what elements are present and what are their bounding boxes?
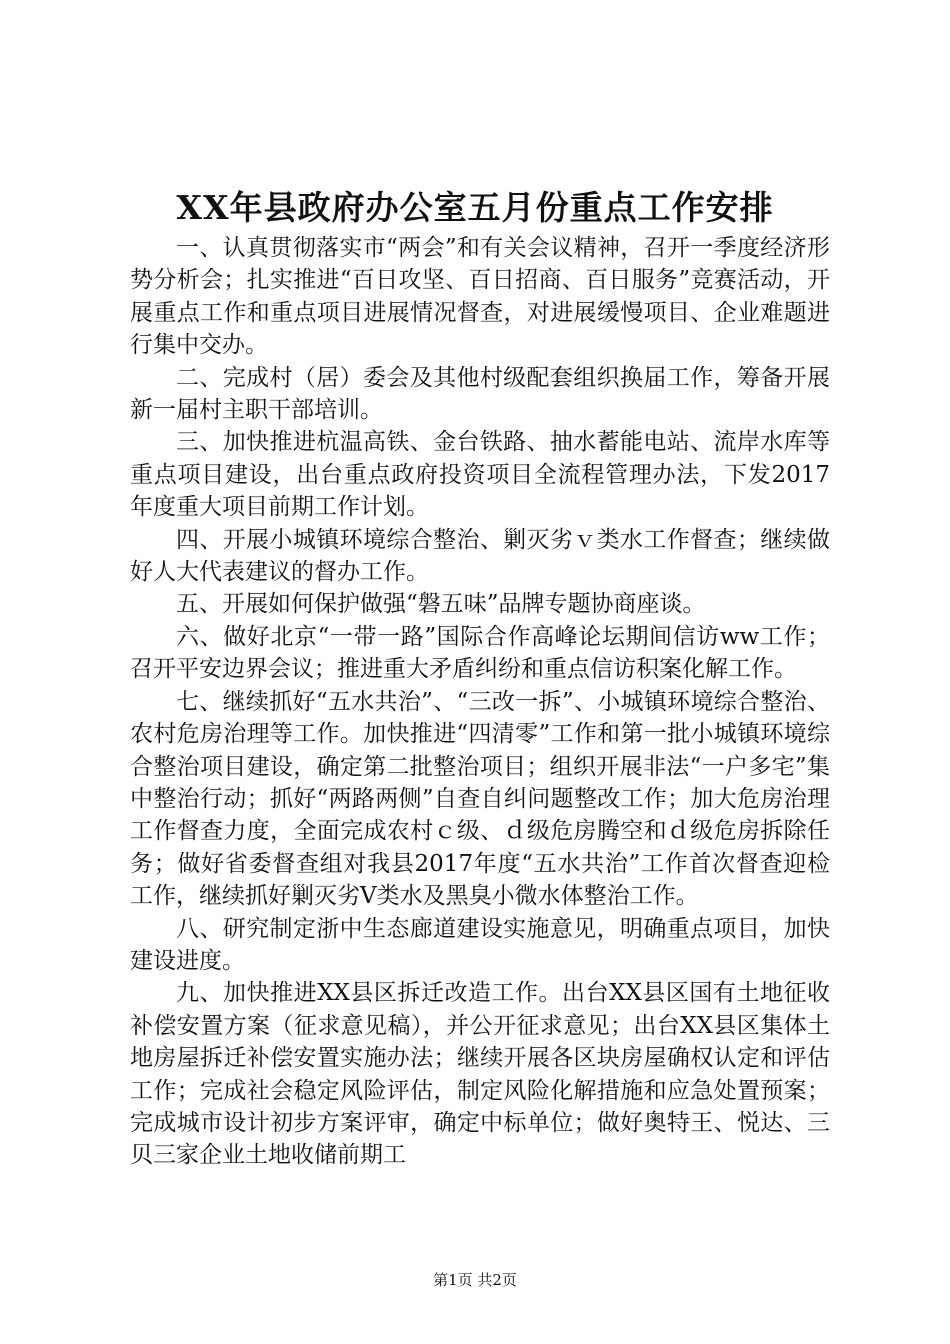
paragraph-3: 三、加快推进杭温高铁、金台铁路、抽水蓄能电站、流岸水库等重点项目建设，出台重点政府投资项目全流程管理办法，下发2017年度重大项目前期工作计划。: [130, 429, 830, 521]
paragraph-8: 八、研究制定浙中生态廊道建设实施意见，明确重点项目，加快建设进度。: [130, 915, 830, 974]
document-title: XX年县政府办公室五月份重点工作安排: [176, 188, 774, 227]
paragraph-1: 一、认真贯彻落实市“两会”和有关会议精神，召开一季度经济形势分析会；扎实推进“百日攻坚、百日招商、百日服务”竞赛活动，开展重点工作和重点项目进展情况督查，对进展缓慢项目、企业难题进行集中交办。: [130, 235, 830, 359]
paragraph-6: 六、做好北京“一带一路”国际合作高峰论坛期间信访ww工作；召开平安边界会议；推进重大矛盾纠纷和重点信访积案化解工作。: [130, 623, 830, 683]
page-number-footer: 第1页 共2页: [433, 1271, 517, 1289]
paragraph-5: 五、开展如何保护做强“磐五味”品牌专题协商座谈。: [176, 591, 706, 618]
paragraph-4: 四、开展小城镇环境综合整治、剿灭劣ｖ类水工作督查；继续做好人大代表建议的督办工作。: [130, 526, 830, 586]
document-body: [130, 232, 830, 1172]
paragraph-9: 九、加快推进XX县区拆迁改造工作。出台XX县区国有土地征收补偿安置方案（征求意见稿），并公开征求意见；出台XX县区集体土地房屋拆迁补偿安置实施办法；继续开展各区块房屋确权认定和评估工作；完成社会稳定风险评估，制定风险化解措施和应急处置预案；完成城市设计初步方案评审，确定中标单位；做好奥特王、悦达、三贝三家企业土地收储前期工: [130, 980, 830, 1169]
paragraph-7: 七、继续抓好“五水共治”、“三改一拆”、小城镇环境综合整治、农村危房治理等工作。加快推进“四清零”工作和第一批小城镇环境综合整治项目建设，确定第二批整治项目；组织开展非法“一户多宅”集中整治行动；抓好“两路两侧”自查自纠问题整改工作；加大危房治理工作督查力度，全面完成农村ｃ级、ｄ级危房腾空和ｄ级危房拆除任务；做好省委督查组对我县2017年度“五水共治”工作首次督查迎检工作，继续抓好剿灭劣Ⅴ类水及黑臭小微水体整治工作。: [130, 688, 830, 910]
paragraph-2: 二、完成村（居）委会及其他村级配套组织换届工作，筹备开展新一届村主职干部培训。: [130, 364, 830, 424]
